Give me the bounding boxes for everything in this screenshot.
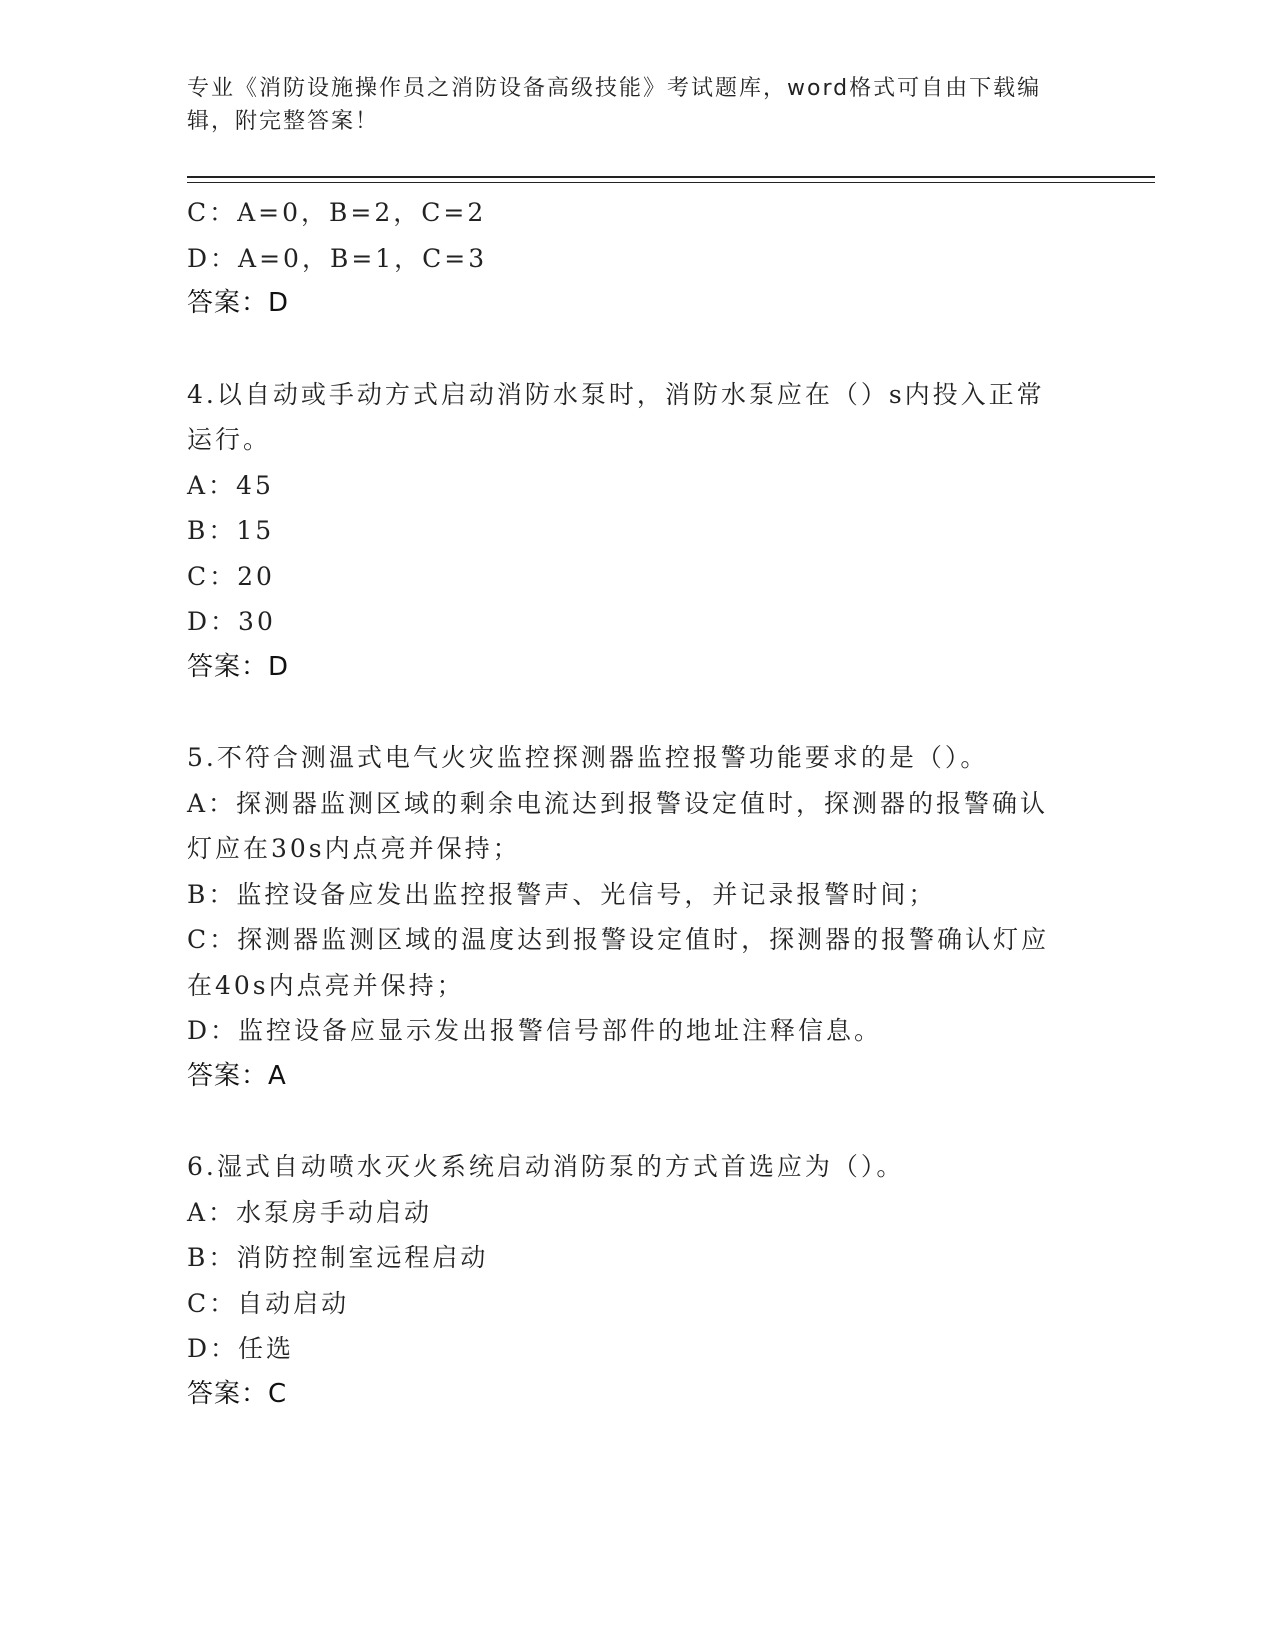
question-content — [187, 190, 1087, 1417]
q5-option-b: B：监控设备应发出监控报警声、光信号，并记录报警时间； — [187, 879, 937, 909]
page-header — [187, 72, 1087, 138]
q6-answer: 答案：C — [187, 1378, 288, 1409]
header-divider-thick — [187, 176, 1155, 178]
q3-answer: 答案：D — [187, 288, 290, 318]
q5-stem: 5.不符合测温式电气火灾监控探测器监控报警功能要求的是（）。 — [187, 743, 989, 772]
spacer — [187, 327, 1087, 372]
q5-option-a-line-1: A：探测器监测区域的剩余电流达到报警设定值时，探测器的报警确认 — [187, 788, 1049, 818]
q4-stem-line-1: 4.以自动或手动方式启动消防水泵时，消防水泵应在（）s内投入正常 — [187, 379, 1045, 409]
q3-option-c: C：A=0，B=2，C=2 — [187, 198, 487, 227]
spacer — [187, 690, 1087, 735]
q4-option-a: A：45 — [187, 470, 274, 500]
q4-option-c: C：20 — [187, 561, 275, 591]
question-6 — [187, 1144, 1087, 1417]
q4-option-b: B：15 — [187, 516, 275, 545]
q6-option-b: B：消防控制室远程启动 — [187, 1243, 489, 1272]
question-3 — [187, 190, 1087, 327]
spacer — [187, 1099, 1087, 1144]
question-4 — [187, 372, 1087, 691]
q5-option-c-line-1: C：探测器监测区域的温度达到报警设定值时，探测器的报警确认灯应 — [187, 925, 1050, 954]
header-line-1: 专业《消防设施操作员之消防设备高级技能》考试题库，word格式可自由下载编 — [187, 76, 1042, 101]
question-5 — [187, 735, 1087, 1099]
q5-option-a-line-2: 灯应在30s内点亮并保持； — [187, 834, 521, 863]
q6-option-d: D：任选 — [187, 1334, 295, 1363]
q4-answer: 答案：D — [187, 651, 290, 682]
q4-stem-line-2: 运行。 — [187, 425, 272, 454]
header-line-2: 辑，附完整答案！ — [187, 109, 380, 134]
q6-stem: 6.湿式自动喷水灭火系统启动消防泵的方式首选应为（）。 — [187, 1152, 905, 1181]
q3-option-d: D：A=0，B=1，C=3 — [187, 243, 488, 273]
q5-answer: 答案：A — [187, 1060, 287, 1091]
q6-option-a: A：水泵房手动启动 — [187, 1197, 433, 1227]
q6-option-c: C：自动启动 — [187, 1288, 350, 1318]
q4-option-d: D：30 — [187, 607, 276, 636]
q5-option-c-line-2: 在40s内点亮并保持； — [187, 970, 465, 1000]
q5-option-d: D：监控设备应显示发出报警信号部件的地址注释信息。 — [187, 1016, 883, 1045]
header-divider-thin — [187, 182, 1155, 183]
